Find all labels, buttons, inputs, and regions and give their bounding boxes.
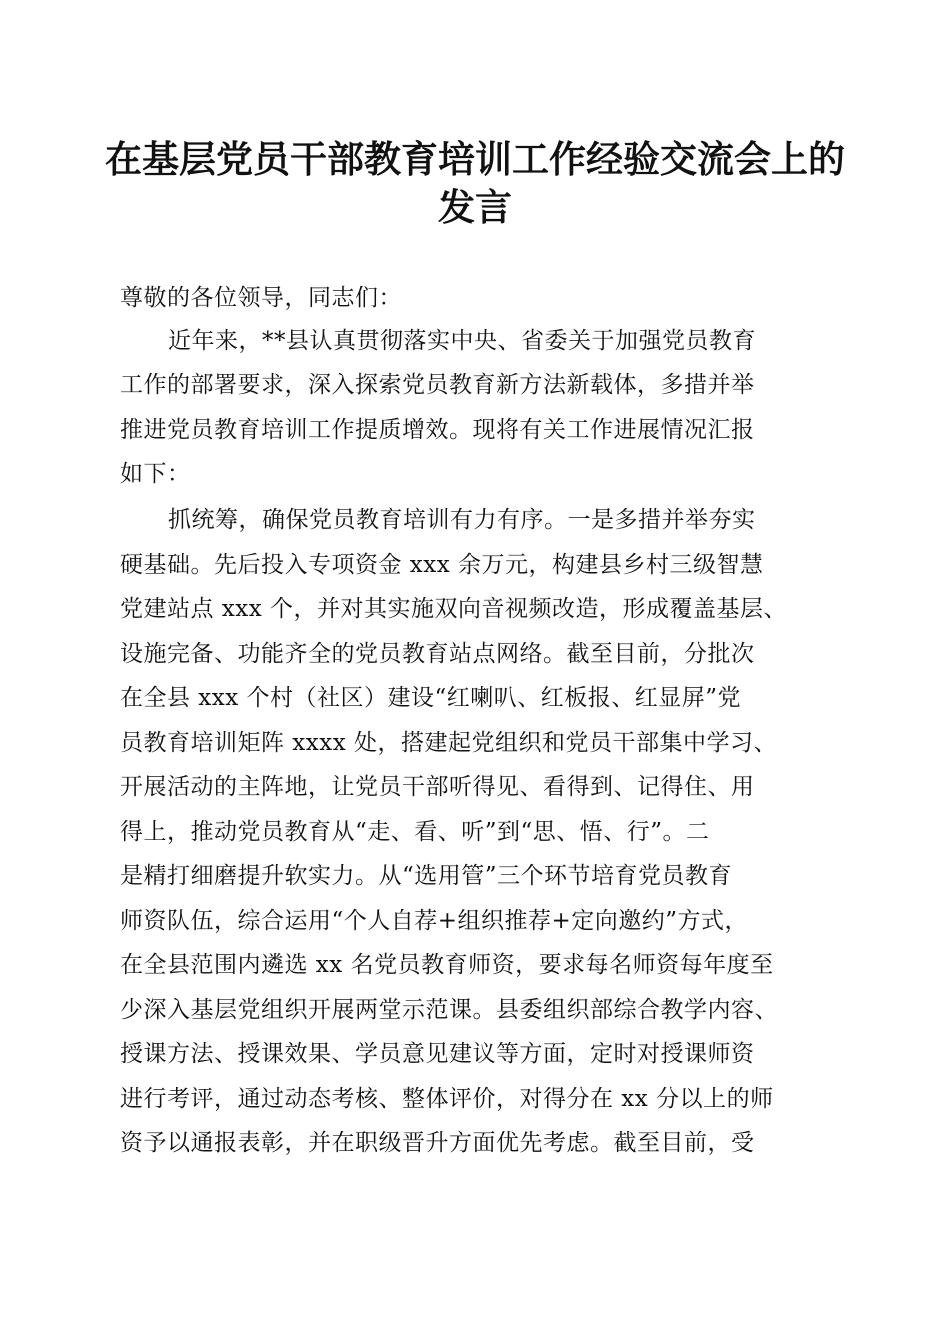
paragraph-1-line: 近年来，**县认真贯彻落实中央、省委关于加强党员教育: [168, 328, 756, 354]
paragraph-2-line: 党建站点 xxx 个，并对其实施双向音视频改造，形成覆盖基层、: [120, 596, 788, 622]
paragraph-2-line: 是精打细磨提升软实力。从“选用管”三个环节培育党员教育: [120, 863, 733, 889]
paragraph-2-line: 在全县 xxx 个村（社区）建设“红喇叭、红板报、红显屏”党: [120, 685, 742, 711]
paragraph-1-line: 如下：: [120, 461, 191, 487]
paragraph-1-line: 推进党员教育培训工作提质增效。现将有关工作进展情况汇报: [120, 417, 755, 443]
paragraph-2-line: 抓统筹，确保党员教育培训有力有序。一是多措并举夯实: [168, 507, 756, 533]
paragraph-2-line: 在全县范围内遴选 xx 名党员教育师资，要求每名师资每年度至: [120, 952, 774, 978]
paragraph-2-line: 员教育培训矩阵 xxxx 处，搭建起党组织和党员干部集中学习、: [120, 730, 778, 756]
salutation: 尊敬的各位领导，同志们：: [120, 285, 402, 311]
document-title-line-1: 在基层党员干部教育培训工作经验交流会上的: [105, 137, 845, 181]
paragraph-2-line: 开展活动的主阵地，让党员干部听得见、看得到、记得住、用: [120, 774, 755, 800]
document-title-line-2: 发言: [438, 185, 512, 229]
paragraph-2-line: 资予以通报表彰，并在职级晋升方面优先考虑。截至目前，受: [120, 1130, 755, 1156]
paragraph-2-line: 设施完备、功能齐全的党员教育站点网络。截至目前，分批次: [120, 641, 755, 667]
paragraph-2-line: 进行考评，通过动态考核、整体评价，对得分在 xx 分以上的师: [120, 1086, 774, 1112]
paragraph-2-line: 少深入基层党组织开展两堂示范课。县委组织部综合教学内容、: [120, 997, 778, 1023]
paragraph-2-line: 师资队伍，综合运用“个人自荐+组织推荐+定向邀约”方式，: [120, 908, 749, 934]
paragraph-2-line: 得上，推动党员教育从“走、看、听”到“思、悟、行”。二: [120, 819, 710, 845]
paragraph-1-line: 工作的部署要求，深入探索党员教育新方法新载体，多措并举: [120, 372, 755, 398]
paragraph-2-line: 硬基础。先后投入专项资金 xxx 余万元，构建县乡村三级智慧: [120, 552, 764, 578]
paragraph-2-line: 授课方法、授课效果、学员意见建议等方面，定时对授课师资: [120, 1041, 755, 1067]
